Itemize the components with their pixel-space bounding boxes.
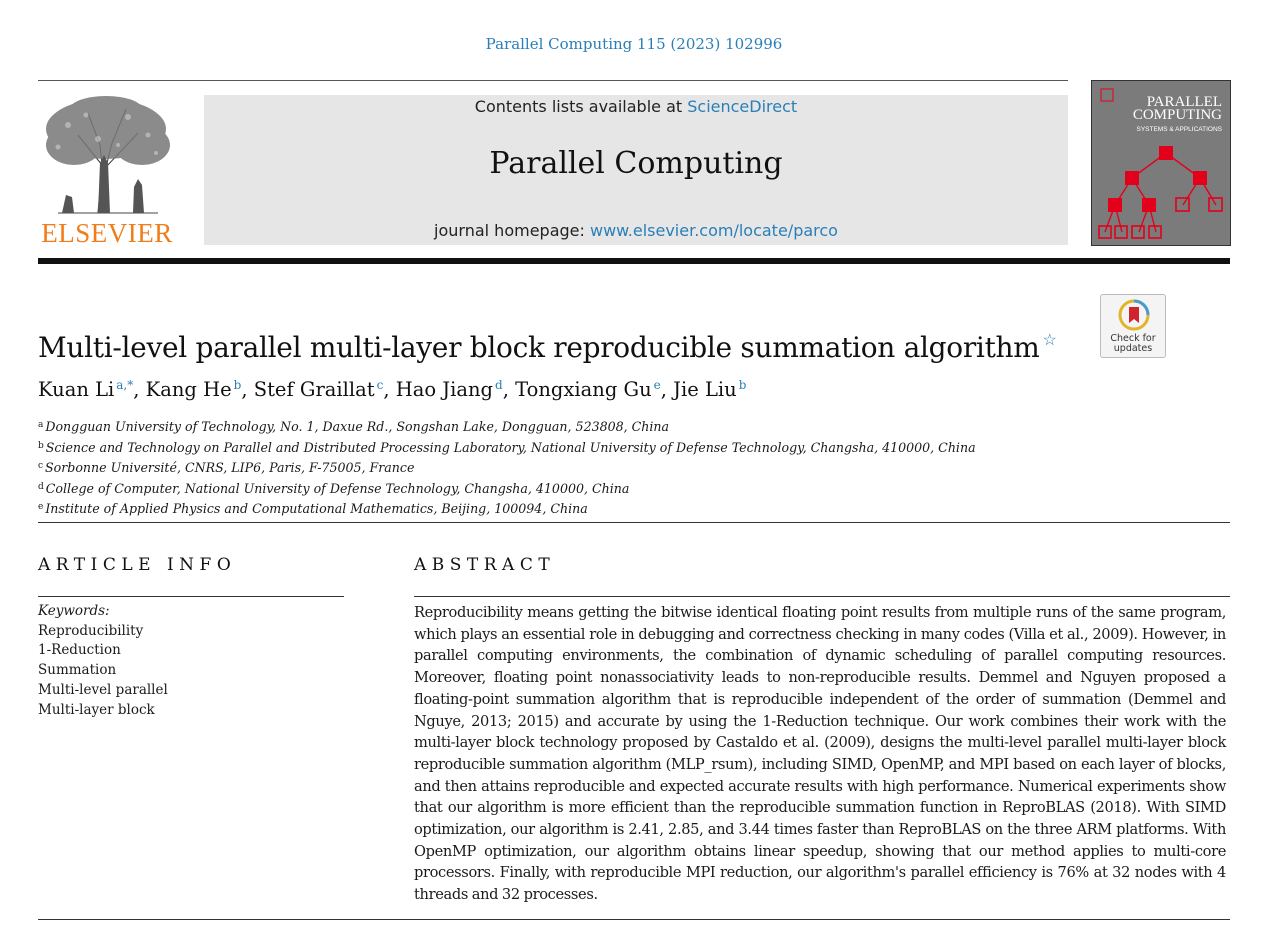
affiliation-text: Dongguan University of Technology, No. 1, Daxue Rd., Songshan Lake, Dongguan, 523808, China [45, 419, 670, 434]
abstract-text: Reproducibility means getting the bitwise identical floating point results from multiple runs of the same program, which plays an essential role in debugging and correctness checking in many codes (Villa et al., 2009). However, in parallel computing environments, the combination of dynamic scheduling of parallel computing resources. Moreover, floating point nonassociativity leads to non-reproducible results. Demmel and Nguyen proposed a floating-point summation algorithm that is reproducible independent of the order of summation (Demmel and Nguye, 2013; 2015) and accurate by using the 1-Reduction technique. Our work combines their work with the multi-layer block technology proposed by Castaldo et al. (2009), designs the multi-level parallel multi-layer block reproducible summation algorithm (MLP_rsum), including SIMD, OpenMP, and MPI based on each layer of blocks, and then attains reproducible and expected accurate results with high performance. Numerical experiments show that our algorithm is more efficient than the reproducible summation function in ReproBLAS (2018). With SIMD optimization, our algorithm is 2.41, 2.85, and 3.44 times faster than ReproBLAS on the three ARM platforms. With OpenMP optimization, our algorithm obtains linear speedup, showing that our method applies to multi-core processors. Finally, with reproducible MPI reduction, our algorithm's parallel efficiency is 76% at 32 nodes with 4 threads and 32 processes. [414, 604, 1226, 904]
affiliation-key: d [38, 481, 44, 492]
affiliation-text: Sorbonne Université, CNRS, LIP6, Paris, F-75005, France [45, 460, 415, 476]
elsevier-logo[interactable] [38, 95, 176, 247]
affiliation-text: College of Computer, National University of Defense Technology, Changsha, 410000, China [45, 480, 630, 496]
journal-citation[interactable]: Parallel Computing 115 (2023) 102996 [485, 35, 783, 53]
affiliation-item [38, 457, 1230, 478]
check-updates-label [1101, 334, 1165, 354]
cover-subtitle: SYSTEMS & APPLICATIONS [1136, 126, 1222, 133]
author-list [38, 378, 746, 401]
cover-title-line2: COMPUTING [1132, 107, 1222, 123]
author-name[interactable]: Kang He [145, 378, 232, 401]
article-title [38, 330, 1057, 364]
bottom-rule [38, 919, 1230, 920]
section-rule [38, 522, 1230, 523]
homepage-line [204, 221, 1068, 240]
affiliation-key: a [38, 420, 44, 430]
affiliation-item [38, 437, 1230, 458]
header-rule [38, 80, 1068, 81]
affiliation-text: Institute of Applied Physics and Computational Mathematics, Beijing, 100094, China [45, 501, 588, 517]
check-for-updates-button[interactable] [1100, 294, 1166, 358]
author-affiliation-marker[interactable]: d [495, 378, 503, 392]
contents-prefix: Contents lists available at [474, 97, 688, 116]
author-separator: , [241, 378, 254, 401]
keyword-item: 1-Reduction [38, 642, 121, 659]
author-affiliation-marker[interactable]: a,* [116, 378, 134, 392]
affiliation-key: c [38, 461, 44, 472]
affiliation-text: Science and Technology on Parallel and Distributed Processing Laboratory, National University of Defense Technology, Changsha, 410000, China [45, 439, 976, 455]
elsevier-wordmark: ELSEVIER [41, 218, 173, 248]
author-name[interactable]: Jie Liu [673, 378, 737, 401]
author-affiliation-marker[interactable]: c [376, 378, 384, 392]
contents-line [204, 97, 1068, 116]
author-separator: , [383, 378, 396, 401]
author-separator: , [660, 378, 674, 401]
homepage-prefix: journal homepage: [434, 221, 590, 240]
elsevier-tree-icon [38, 95, 176, 215]
title-footnote-star-icon[interactable]: ☆ [1042, 330, 1057, 349]
sciencedirect-link[interactable]: ScienceDirect [687, 97, 798, 116]
keywords-label: Keywords: [38, 603, 110, 619]
author-affiliation-marker[interactable]: b [233, 378, 242, 392]
author-affiliation-marker[interactable]: b [738, 378, 747, 392]
author-name[interactable]: Stef Graillat [253, 378, 375, 401]
affiliation-item [38, 478, 1230, 499]
affiliation-key: b [38, 440, 44, 451]
keywords-block [38, 602, 338, 721]
abstract-heading: ABSTRACT [414, 555, 556, 575]
check-updates-line2: updates [1113, 343, 1153, 354]
journal-cover-thumbnail[interactable] [1091, 80, 1231, 246]
header-thick-rule [38, 258, 1230, 264]
cover-title-line1: PARALLEL [1146, 94, 1222, 110]
check-updates-line1: Check for [1110, 333, 1156, 344]
journal-title: Parallel Computing [489, 146, 783, 181]
cover-title [1133, 96, 1222, 122]
author-name[interactable]: Kuan Li [38, 378, 115, 401]
check-updates-icon [1118, 299, 1150, 333]
keyword-list [38, 622, 338, 721]
author-separator: , [133, 378, 146, 401]
affiliation-key: e [38, 502, 44, 513]
affiliation-item [38, 416, 1230, 437]
affiliation-item [38, 498, 1230, 519]
journal-masthead [204, 95, 1068, 245]
keyword-item: Summation [38, 662, 117, 679]
article-title-text: Multi-level parallel multi-layer block reproducible summation algorithm [38, 331, 1040, 364]
keyword-item: Multi-level parallel [38, 681, 168, 698]
keyword-item: Reproducibility [38, 622, 144, 639]
affiliation-list [38, 416, 1230, 519]
article-info-rule [38, 596, 344, 597]
keyword-item: Multi-layer block [38, 701, 155, 718]
abstract-rule [414, 596, 1230, 597]
author-name[interactable]: Hao Jiang [395, 378, 494, 401]
author-name[interactable]: Tongxiang Gu [515, 378, 652, 401]
author-affiliation-marker[interactable]: e [653, 378, 661, 392]
article-info-heading: ARTICLE INFO [38, 555, 237, 575]
author-separator: , [502, 378, 516, 401]
journal-homepage-link[interactable]: www.elsevier.com/locate/parco [589, 221, 838, 240]
